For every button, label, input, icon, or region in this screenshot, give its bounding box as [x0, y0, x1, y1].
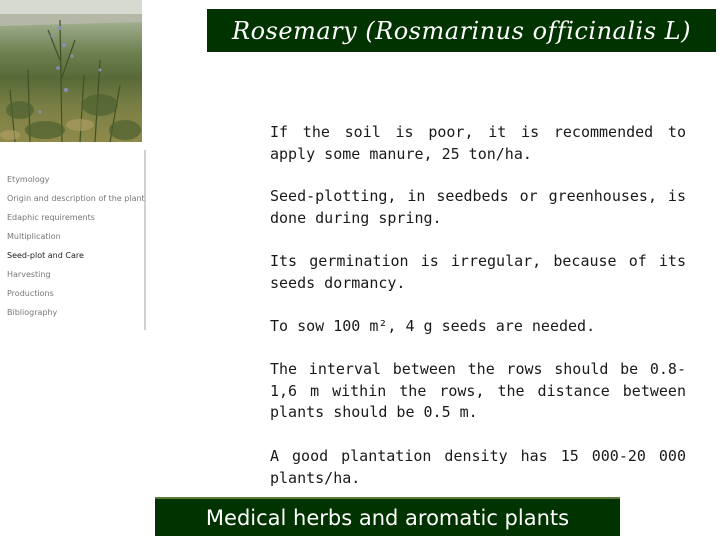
footer-bar — [155, 499, 620, 536]
sidebar-nav — [7, 174, 147, 326]
nav-item-productions[interactable]: Productions — [7, 289, 54, 298]
slide-title — [207, 9, 716, 52]
nav-item-origin[interactable]: Origin and description of the plant — [7, 194, 145, 203]
nav-item-multiplication[interactable]: Multiplication — [7, 232, 61, 241]
paragraph-germination: Its germination is irregular, because of its seeds dormancy. — [270, 252, 686, 292]
paragraph-sowing: To sow 100 m², 4 g seeds are needed. — [270, 317, 596, 335]
nav-item-etymology[interactable]: Etymology — [7, 175, 50, 184]
paragraph-seed-plotting: Seed-plotting, in seedbeds or greenhouses, is done during spring. — [270, 187, 686, 227]
paragraph-manure: If the soil is poor, it is recommended to apply some manure, 25 ton/ha. — [270, 123, 686, 163]
paragraph-density: A good plantation density has 15 000-20 000 plants/ha. — [270, 447, 686, 487]
rosemary-photo — [0, 0, 142, 142]
nav-item-bibliography[interactable]: Bibliography — [7, 308, 58, 317]
nav-item-edaphic[interactable]: Edaphic requirements — [7, 213, 95, 222]
title-text: Rosemary (Rosmarinus officinalis L) — [232, 16, 691, 45]
nav-item-harvesting[interactable]: Harvesting — [7, 270, 51, 279]
footer-text: Medical herbs and aromatic plants — [205, 505, 570, 530]
nav-item-seed-plot[interactable]: Seed-plot and Care — [7, 251, 84, 260]
paragraph-row-interval: The interval between the rows should be 0.8-1,6 m within the rows, the distance between plants should be 0.5 m. — [270, 360, 686, 421]
